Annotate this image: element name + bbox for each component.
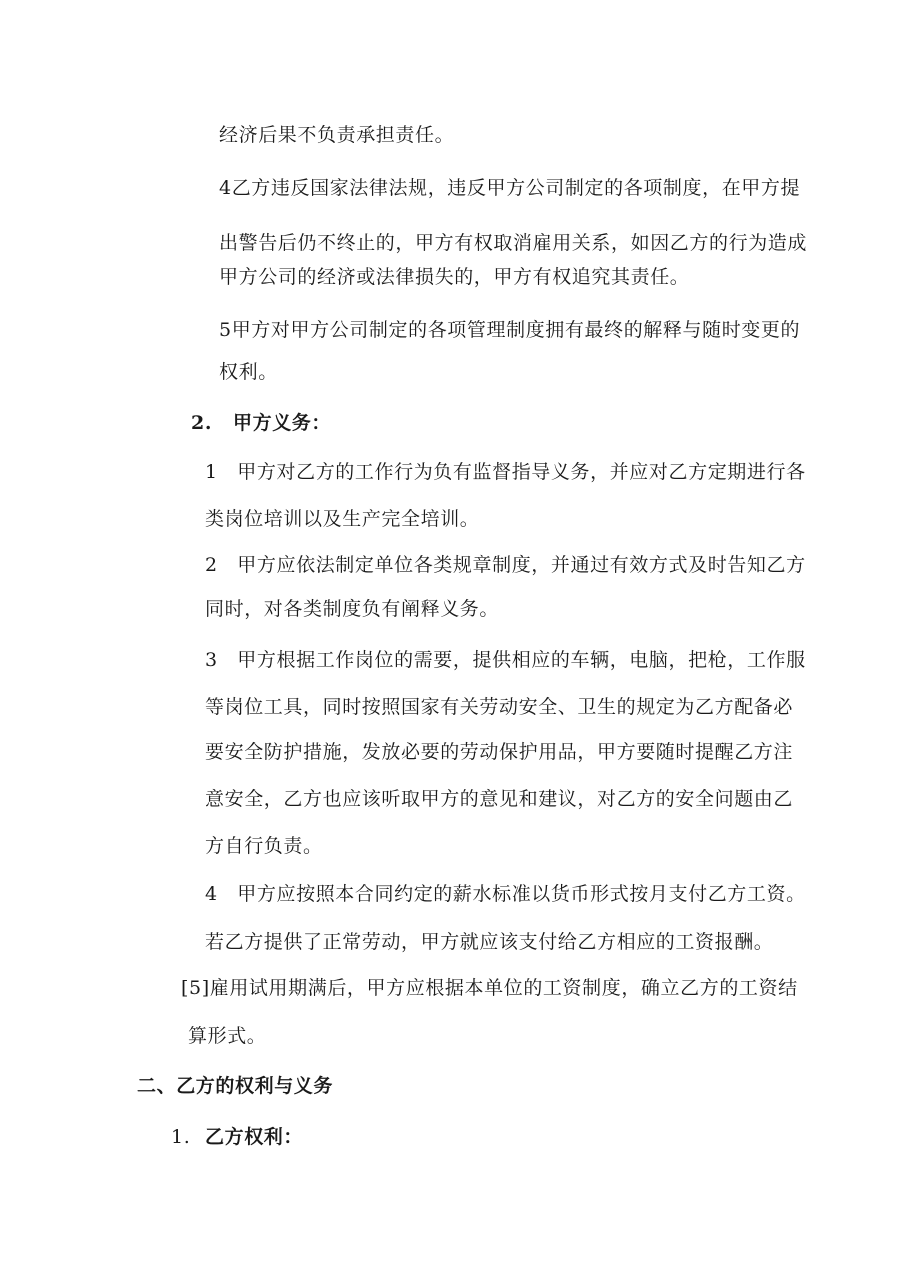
heading-title: 乙方权利：	[205, 1126, 304, 1148]
paragraph-line: 4乙方违反国家法律法规，违反甲方公司制定的各项制度，在甲方提	[219, 177, 801, 199]
heading-title: 甲方义务：	[233, 412, 332, 434]
heading-number: 1.	[171, 1126, 191, 1148]
paragraph-line: [5]雇用试用期满后，甲方应根据本单位的工资制度，确立乙方的工资结	[181, 977, 798, 999]
paragraph-line: 4 甲方应按照本合同约定的薪水标准以货币形式按月支付乙方工资。	[205, 883, 806, 905]
paragraph-line: 3 甲方根据工作岗位的需要，提供相应的车辆，电脑，把枪，工作服	[205, 649, 806, 671]
section-heading-yifang: 二、乙方的权利与义务	[137, 1075, 334, 1097]
paragraph-line: 要安全防护措施，发放必要的劳动保护用品，甲方要随时提醒乙方注	[205, 741, 794, 763]
paragraph-line: 权利。	[219, 361, 278, 383]
paragraph-line: 2 甲方应依法制定单位各类规章制度，并通过有效方式及时告知乙方	[205, 554, 806, 576]
paragraph-line: 经济后果不负责承担责任。	[219, 124, 455, 146]
heading-jiafang-yiwu	[191, 411, 331, 435]
paragraph-line: 方自行负责。	[205, 835, 323, 857]
paragraph-line: 同时，对各类制度负有阐释义务。	[205, 598, 500, 620]
paragraph-line: 意安全，乙方也应该听取甲方的意见和建议，对乙方的安全问题由乙	[205, 788, 794, 810]
paragraph-line: 若乙方提供了正常劳动，甲方就应该支付给乙方相应的工资报酬。	[205, 931, 774, 953]
paragraph-line: 类岗位培训以及生产完全培训。	[205, 508, 480, 530]
paragraph-line: 甲方公司的经济或法律损失的，甲方有权追究其责任。	[219, 266, 690, 288]
paragraph-line: 1 甲方对乙方的工作行为负有监督指导义务，并应对乙方定期进行各	[205, 461, 806, 483]
paragraph-line: 出警告后仍不终止的，甲方有权取消雇用关系，如因乙方的行为造成	[219, 232, 808, 254]
paragraph-line: 等岗位工具，同时按照国家有关劳动安全、卫生的规定为乙方配备必	[205, 696, 794, 718]
heading-number: 2.	[191, 412, 213, 434]
paragraph-line: 5甲方对甲方公司制定的各项管理制度拥有最终的解释与随时变更的	[219, 319, 801, 341]
heading-yifang-quanli	[171, 1125, 303, 1149]
paragraph-line: 算形式。	[188, 1025, 267, 1047]
